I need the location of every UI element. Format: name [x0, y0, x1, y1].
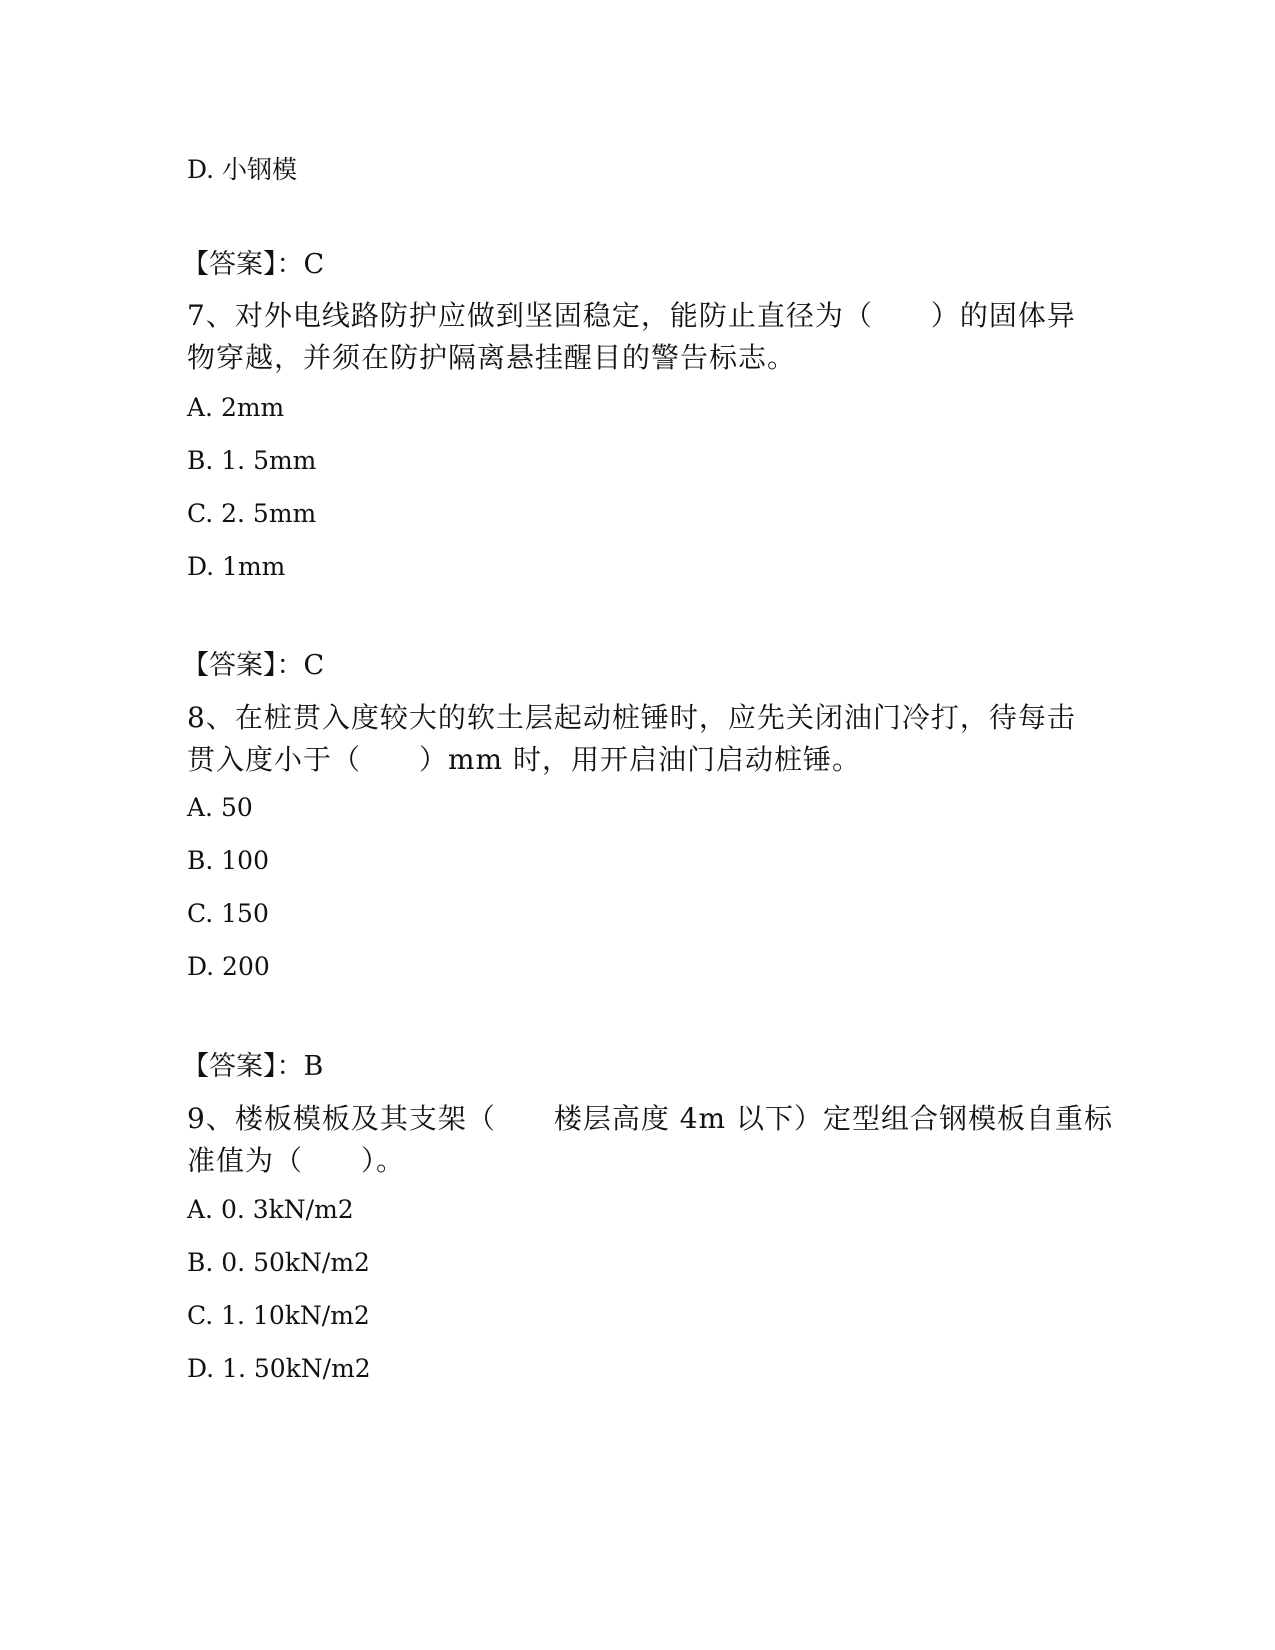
question-8-option-a: A. 50: [187, 793, 253, 822]
question-7-option-b: B. 1. 5mm: [187, 446, 317, 475]
question-8-option-d: D. 200: [187, 952, 270, 981]
question-6-answer: 【答案】：C: [182, 249, 325, 280]
question-8-stem-line-1: 8、在桩贯入度较大的软土层起动桩锤时，应先关闭油门冷打，待每击: [187, 701, 1076, 734]
question-8-option-b: B. 100: [187, 846, 269, 875]
question-9-option-b: B. 0. 50kN/m2: [187, 1248, 370, 1277]
question-7-option-a: A. 2mm: [187, 393, 285, 422]
question-7-option-c: C. 2. 5mm: [187, 499, 317, 528]
question-9-option-c: C. 1. 10kN/m2: [187, 1301, 370, 1330]
question-6-option-d: D. 小钢模: [187, 155, 298, 184]
question-8-stem-line-2: 贯入度小于（ ）mm 时，用开启油门启动桩锤。: [187, 743, 862, 776]
question-7-stem-line-1: 7、对外电线路防护应做到坚固稳定，能防止直径为（ ）的固体异: [187, 299, 1076, 332]
question-7-option-d: D. 1mm: [187, 552, 286, 581]
question-7-answer: 【答案】：C: [182, 650, 325, 681]
question-8-option-c: C. 150: [187, 899, 269, 928]
question-9-option-a: A. 0. 3kN/m2: [187, 1195, 354, 1224]
question-7-stem-line-2: 物穿越，并须在防护隔离悬挂醒目的警告标志。: [187, 341, 797, 374]
question-9-stem-line-2: 准值为（ ）。: [187, 1144, 406, 1177]
question-9-option-d: D. 1. 50kN/m2: [187, 1354, 371, 1383]
question-8-answer: 【答案】：B: [182, 1051, 324, 1082]
question-9-stem-line-1: 9、楼板模板及其支架（ 楼层高度 4m 以下）定型组合钢模板自重标: [187, 1102, 1113, 1135]
